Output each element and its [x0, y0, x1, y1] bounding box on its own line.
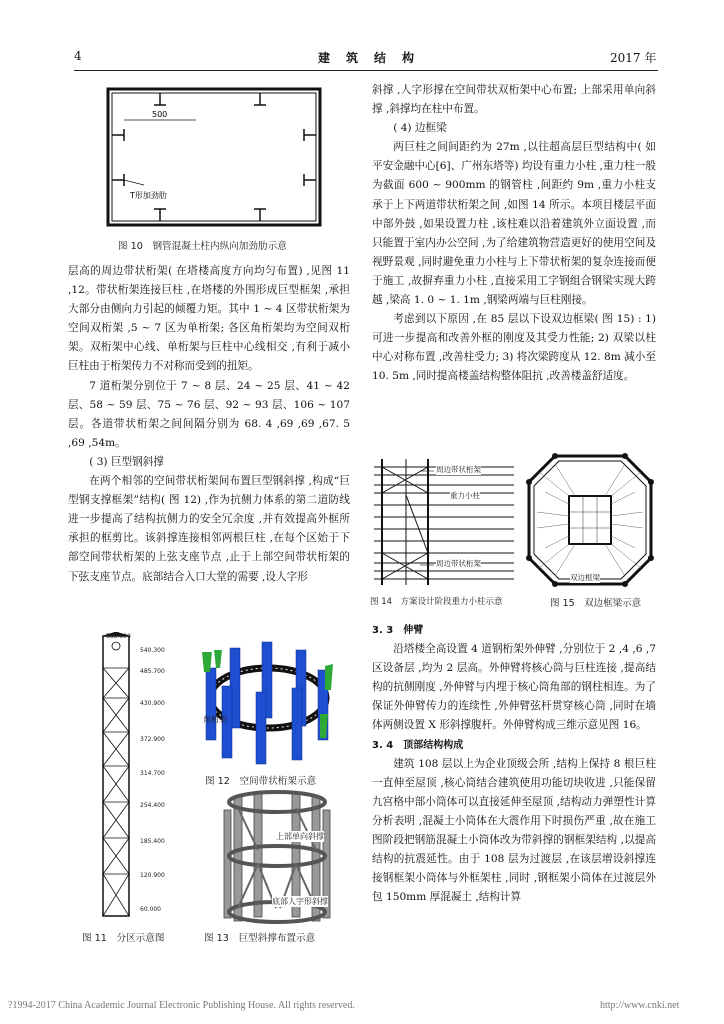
page-number: 4 [74, 49, 82, 63]
fig14-caption: 图 14 方案设计阶段重力小柱示意 [370, 597, 503, 607]
fig10-label: T形加劲肋 [130, 191, 167, 200]
section-3-3-heading: 3. 3 伸臂 [372, 625, 424, 636]
right-para-2: 两巨柱之间间距约为 27m ,以往超高层巨型结构中( 如平安金融中心[6]、广州东塔等) 均设有重力小柱 ,重力柱一般为截面 600 ~ 900mm 的钢管柱 ,间距约 9m ,重力小柱支承于上下两道带状桁架之间 ,如图 14 所示。本项目楼层平面中部外鼓 ,如果设置力柱 ,该柱难以沿着建筑外立面设置 ,而只能置于室内办公空间 ,为了给建筑物营造更好的使用空间及视野景观 ,同时避免重力小柱与上下带状桁架的复杂连接而便于施工 ,故摒弃重力小柱 ,直接采用工字钢组合钢梁实现大跨越 ,梁高 1. 0 ~ 1. 1m ,钢梁两端与巨柱刚接。 [372, 141, 656, 307]
fig12-caption: 图 12 空间带状桁架示意 [205, 776, 317, 787]
left-column [68, 262, 350, 587]
fig10-drawing [100, 85, 335, 235]
fig10-caption: 图 10 钢管混凝土柱内纵向加劲肋示意 [118, 241, 287, 252]
right-column-top [372, 81, 656, 387]
fig13-label-top: 上部单向斜撑 [276, 832, 324, 841]
elev-6: 254.400 [140, 802, 165, 809]
left-para-3: 在两个相邻的空间带状桁架间布置巨型钢斜撑 ,构成“巨型钢支撑框架”结构( 图 12) ,作为抗侧力体系的第二道防线进一步提高了结构抗侧力的安全冗余度 ,并有效提高外框所承担的框剪比。该斜撑连接相邻两根巨柱 ,在每个区始于下部空间带状桁架的上弦支座节点 ,止于上部空间带状桁架的下弦支座节点。底部结合入口大堂的需要 ,设人字形 [68, 475, 350, 583]
footer-copyright: ?1994-2017 China Academic Journal Electronic Publishing House. All rights reserved. [8, 1000, 355, 1011]
fig15-caption: 图 15 双边框梁示意 [550, 598, 642, 609]
elev-5: 314.700 [140, 770, 165, 777]
elev-2: 485.700 [140, 668, 165, 675]
right-para-5: 建筑 108 层以上为企业顶级会所 ,结构上保持 8 根巨柱一直伸至屋顶 ,核心筒结合建筑使用功能切块收进 ,只能保留九宫格中部小筒体可以直接延伸至屋顶 ,结构动力弹塑性计算分析表明 ,混凝土小筒体在大震作用下时损伤严重 ,故在施工图阶段把钢筋混凝土小筒体改为带斜撑的钢框架结构 ,以提高结构的抗震延性。由于 108 层为过渡层 ,在该层增设斜撑连接钢框架小筒体与外框架柱 ,同时 ,钢框架小筒体在过渡层外包 150mm 厚混凝土 ,结构计算 [372, 757, 656, 904]
right-para-1: 斜撑 ,人字形撑在空间带状双桁架中心布置; 上部采用单向斜撑 ,斜撑均在柱中布置。 [372, 84, 656, 116]
year: 2017 年 [610, 51, 657, 65]
journal-title: 建 筑 结 构 [318, 51, 417, 65]
right-column-bottom [372, 621, 656, 907]
elev-0: 585.000 [106, 633, 131, 640]
fig15-drawing [525, 452, 655, 588]
fig11-caption: 图 11 分区示意图 [82, 933, 165, 944]
elev-3: 430.900 [140, 700, 165, 707]
left-heading-3: ( 3) 巨型钢斜撑 [89, 455, 164, 468]
section-3-4-heading: 3. 4 顶部结构构成 [372, 739, 464, 751]
elev-9: 60.000 [140, 906, 161, 913]
fig14-label-top: 周边带状桁架 [436, 465, 481, 474]
running-header [0, 49, 724, 69]
right-para-4: 沿塔楼全高设置 4 道钢桁架外伸臂 ,分别位于 2 ,4 ,6 ,7 区设备层 ,均为 2 层高。外伸臂将核心筒与巨柱连接 ,提高结构的抗侧刚度 ,外伸臂与内埋于核心筒角部的钢柱相连。为了保证外伸臂传力的连续性 ,外伸臂弦杆贯穿核心筒 ,同时在墙体两侧设置 X 形斜撑腹杆。外伸臂构成三维示意见图 16。 [372, 643, 656, 732]
fig12-label: 角桁架 [203, 715, 227, 724]
right-para-3: 考虑到以下原因 ,在 85 层以下设双边框梁( 图 15) : 1) 可进一步提高和改善外框的刚度及其受力性能; 2) 双梁以柱中心对称布置 ,改善柱受力; 3) 将次梁跨度从 12. 8m 减小至 10. 5m ,同时提高楼盖结构整体阻抗 ,改善楼盖舒适度。 [372, 313, 656, 383]
fig14-label-bottom: 周边带状桁架 [436, 559, 481, 568]
header-rule [74, 70, 658, 71]
right-heading-4: ( 4) 边框梁 [393, 122, 447, 135]
elev-4: 372.900 [140, 736, 165, 743]
fig15-label: 双边框梁 [570, 573, 600, 582]
elev-1: 540.300 [140, 647, 165, 654]
footer-url: http://www.cnki.net [600, 1000, 680, 1011]
fig11-drawing [85, 632, 195, 924]
left-para-1: 层高的周边带状桁架( 在塔楼高度方向均匀布置) ,见图 11 ,12。带状桁架连接巨柱 ,在塔楼的外围形成巨型框架 ,承担大部分由侧向力引起的倾覆力矩。其中 1 ~ 4 区带状桁架为空间双桁架 ,5 ~ 7 区为单桁架; 各区角桁架均为空间双桁架。双桁架中心线、单桁架与巨柱中心线相交 ,有利于减小巨柱由于桁架传力不对称而受到的扭矩。 [68, 265, 350, 373]
fig10-dim: 500 [152, 110, 168, 119]
fig13-caption: 图 13 巨型斜撑布置示意 [204, 933, 316, 944]
left-para-2: 7 道桁架分别位于 7 ~ 8 层、24 ~ 25 层、41 ~ 42 层、58 ~ 59 层、75 ~ 76 层、92 ~ 93 层、106 ~ 107 层。各道带状桁架之间间隔分别为 68. 4 ,69 ,69 ,67. 5 ,69 ,54m。 [68, 379, 350, 449]
fig14-label-mid: 重力小柱 [450, 491, 480, 500]
fig12-drawing [200, 638, 335, 768]
fig13-label-bottom: 底部人字形斜撑 [272, 897, 328, 906]
elev-7: 185.400 [140, 838, 165, 845]
elev-8: 120.900 [140, 872, 165, 879]
